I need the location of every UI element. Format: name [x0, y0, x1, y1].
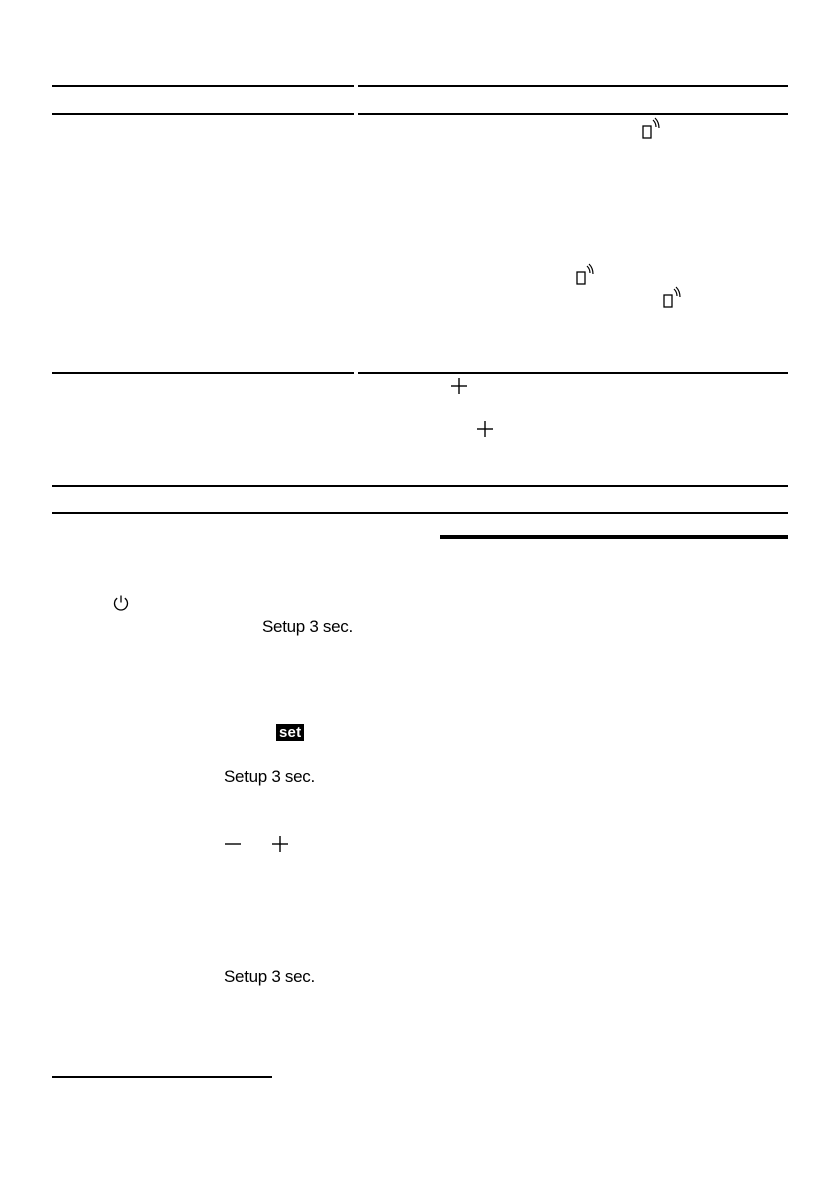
table-bottom-rule-1	[52, 485, 788, 487]
remote-start-icon	[574, 263, 596, 287]
plus-icon	[270, 834, 290, 854]
table-top-rule-left	[52, 85, 354, 87]
remote-start-icon	[640, 117, 662, 141]
table-header-rule-left	[52, 113, 354, 115]
setup-3-sec-label: Setup 3 sec.	[224, 767, 315, 786]
plus-icon	[449, 376, 469, 396]
table-row-rule-right	[358, 372, 788, 374]
footnote-rule	[52, 1076, 272, 1078]
minus-icon	[223, 834, 243, 854]
setup-3-sec-label: Setup 3 sec.	[224, 967, 315, 986]
plus-icon	[475, 419, 495, 439]
table-bottom-rule-2	[52, 512, 788, 514]
table-top-rule-right	[358, 85, 788, 87]
set-badge: set	[276, 724, 304, 741]
table-row-rule-left	[52, 372, 354, 374]
table-header-rule-right	[358, 113, 788, 115]
power-icon	[111, 593, 131, 613]
setup-3-sec-label: Setup 3 sec.	[262, 617, 353, 636]
section-heading-rule	[440, 535, 788, 539]
remote-start-icon	[661, 286, 683, 310]
